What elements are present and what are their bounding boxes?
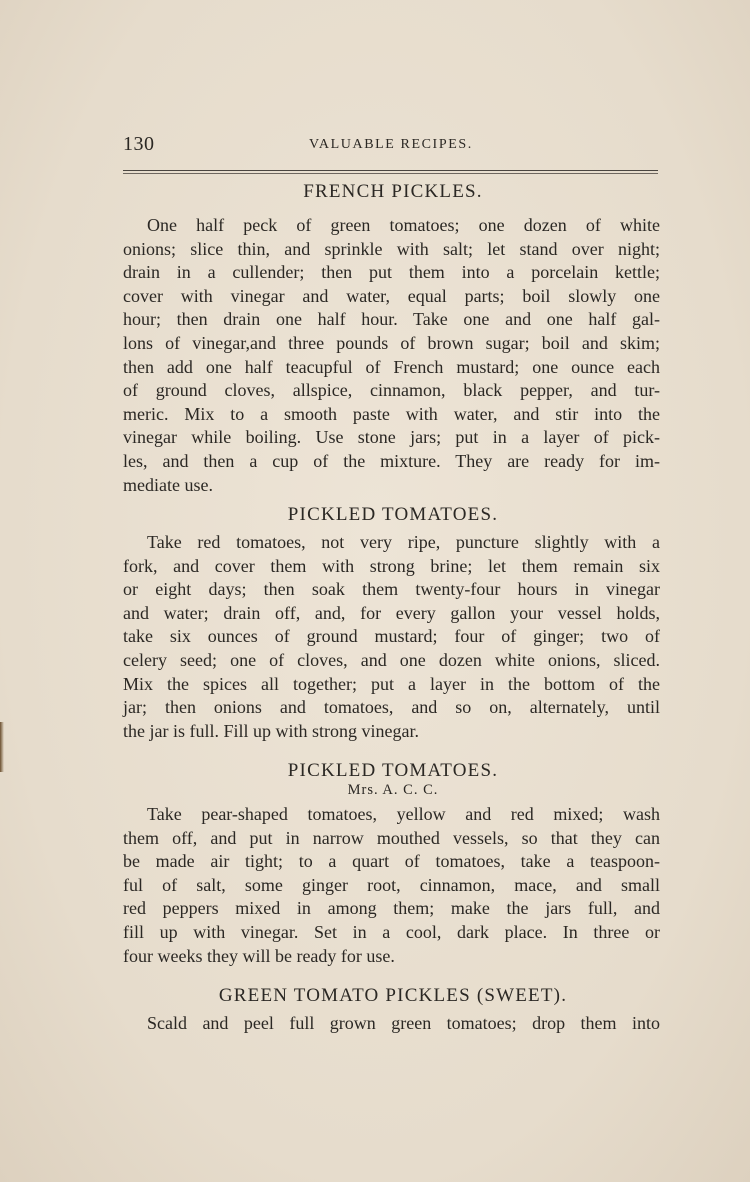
text-line: lons of vinegar,and three pounds of brown sugar; boil and skim;: [123, 332, 660, 353]
text-line: then add one half teacupful of French mustard; one ounce each: [123, 356, 660, 377]
text-line: meric. Mix to a smooth paste with water, and stir into the: [123, 403, 660, 424]
recipe-body-pickled-tomatoes: [123, 531, 660, 743]
text-line: Take pear-shaped tomatoes, yellow and red mixed; wash: [147, 804, 660, 824]
text-line: vinegar while boiling. Use stone jars; put in a layer of pick-: [123, 427, 660, 448]
text-line: of ground cloves, allspice, cinnamon, black pepper, and tur-: [123, 380, 660, 401]
recipe-title-french-pickles: FRENCH PICKLES.: [303, 181, 483, 202]
text-line: and water; drain off, and, for every gallon your vessel holds,: [123, 602, 660, 623]
page-header: [123, 133, 658, 157]
text-line: Mix the spices all together; put a layer in the bottom of the: [123, 673, 660, 694]
text-line: four weeks they will be ready for use.: [123, 945, 395, 966]
recipe-body-green-tomato-pickles: [123, 1012, 660, 1036]
page-number: 130: [123, 133, 155, 155]
header-rule-thin: [123, 173, 658, 174]
text-line: the jar is full. Fill up with strong vinegar.: [123, 720, 419, 741]
text-line: be made air tight; to a quart of tomatoes, take a teaspoon-: [123, 851, 660, 872]
text-line: fork, and cover them with strong brine; let them remain six: [123, 555, 660, 576]
recipe-byline: Mrs. A. C. C.: [347, 782, 439, 798]
text-line: them off, and put in narrow mouthed vessels, so that they can: [123, 827, 660, 848]
text-line: mediate use.: [123, 474, 213, 495]
recipe-title-green-tomato-pickles: GREEN TOMATO PICKLES (SWEET).: [218, 985, 568, 1006]
text-line: red peppers mixed in among them; make the jars full, and: [123, 898, 660, 919]
text-line: hour; then drain one half hour. Take one and one half gal-: [123, 309, 660, 330]
text-line: cover with vinegar and water, equal parts; boil slowly one: [123, 285, 660, 306]
page-edge-stain: [0, 722, 4, 772]
text-line: One half peck of green tomatoes; one dozen of white: [147, 215, 660, 235]
recipe-title-pickled-tomatoes: PICKLED TOMATOES.: [287, 504, 499, 525]
recipe-body-french-pickles: [123, 214, 660, 497]
text-line: drain in a cullender; then put them into a porcelain kettle;: [123, 262, 660, 283]
text-line: les, and then a cup of the mixture. They are ready for im-: [123, 450, 660, 471]
text-line: Take red tomatoes, not very ripe, puncture slightly with a: [147, 532, 660, 552]
header-rule: [123, 170, 658, 171]
text-line: ful of salt, some ginger root, cinnamon, mace, and small: [123, 874, 660, 895]
text-line: take six ounces of ground mustard; four of ginger; two of: [123, 626, 660, 647]
text-line: or eight days; then soak them twenty-four hours in vinegar: [123, 579, 660, 600]
text-line: jar; then onions and tomatoes, and so on, alternately, until: [123, 697, 660, 718]
recipe-body-pickled-tomatoes-2: [123, 803, 660, 968]
running-head: VALUABLE RECIPES.: [309, 137, 473, 152]
text-line: Scald and peel full grown green tomatoes; drop them into: [147, 1013, 660, 1033]
text-line: celery seed; one of cloves, and one dozen white onions, sliced.: [123, 649, 660, 670]
text-line: onions; slice thin, and sprinkle with salt; let stand over night;: [123, 238, 660, 259]
text-line: fill up with vinegar. Set in a cool, dark place. In three or: [123, 921, 660, 942]
recipe-title-pickled-tomatoes-2: PICKLED TOMATOES.: [287, 760, 499, 781]
